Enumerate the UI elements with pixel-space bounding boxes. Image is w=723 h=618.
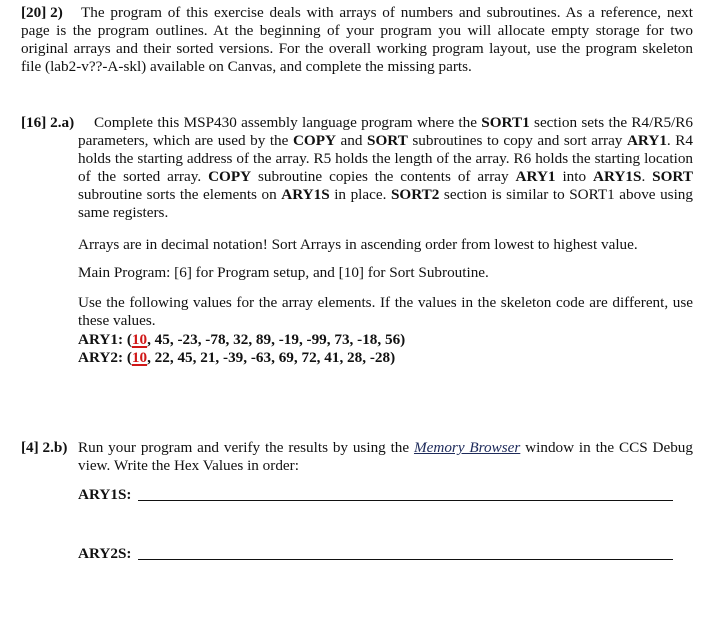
ary2-first-value: 10 xyxy=(131,349,148,366)
question-2b-points: [4] 2.b) xyxy=(21,439,68,456)
ary1-label: ARY1: ( xyxy=(78,331,132,348)
question-2-points: [20] 2) xyxy=(21,4,63,21)
question-2a-points: [16] 2.a) xyxy=(21,114,75,131)
p1-t8: . xyxy=(641,168,653,185)
question-2b-text xyxy=(78,439,693,475)
p1-t5: . R4 holds the starting address of the array. R5 holds the length of the array. R6 holds the starting location of the sorted array. xyxy=(78,132,693,185)
p1-t2: section sets the R4/R5/R6 parameters, which are used by the xyxy=(78,114,693,149)
p1-t6: subroutine copies the contents of array xyxy=(251,168,516,185)
main-program-note: Main Program: [6] for Program setup, and [10] for Sort Subroutine. xyxy=(78,264,489,281)
p1-ary1s-2: ARY1S xyxy=(281,186,330,203)
p1-t9: subroutine sorts the elements on xyxy=(78,186,282,203)
p1-ary1-2: ARY1 xyxy=(515,168,556,185)
p1-t4: subroutines to copy and sort array xyxy=(407,132,627,149)
p1-sort-2: SORT xyxy=(652,168,693,185)
p1-sort: SORT xyxy=(367,132,408,149)
values-instruction: Use the following values for the array elements. If the values in the skeleton code are different, use these values. xyxy=(78,294,693,329)
p1-t10: in place. xyxy=(329,186,391,203)
ary2s-answer-line[interactable] xyxy=(138,559,673,560)
ary1s-answer-line[interactable] xyxy=(138,500,673,501)
p1-sort1: SORT1 xyxy=(481,114,530,131)
ary2-rest: , 22, 45, 21, -39, -63, 69, 72, 41, 28, -28) xyxy=(147,349,396,366)
p1-copy: COPY xyxy=(292,132,336,149)
p1-ary1s: ARY1S xyxy=(593,168,642,185)
ary1s-answer-label: ARY1S: xyxy=(78,486,132,503)
ary1-values xyxy=(78,331,405,349)
p1-t1: Complete this MSP430 assembly language program where the xyxy=(94,114,482,131)
p1-t7: into xyxy=(555,168,594,185)
p1-copy-2: COPY xyxy=(208,168,252,185)
question-2-text: The program of this exercise deals with arrays of numbers and subroutines. As a reference, next page is the program outlines. At the beginning of your program you will allocate empty storage for two original arrays and their sorted versions. For the overall working program layout, use the program skeleton file (lab2-v??-A-skl) available on Canvas, and complete the missing parts. xyxy=(21,4,693,75)
p1-sort2: SORT2 xyxy=(390,186,440,203)
ary2s-answer-label: ARY2S: xyxy=(78,545,132,562)
ary1-first-value: 10 xyxy=(131,331,148,348)
p1-t11: section is similar to SORT1 above using same registers. xyxy=(78,186,693,221)
question-2a-paragraph xyxy=(78,114,693,222)
q2b-t2: window in the CCS Debug view. Write the Hex Values in order: xyxy=(78,439,693,474)
p1-ary1: ARY1 xyxy=(626,132,667,149)
ary1-rest: , 45, -23, -78, 32, 89, -19, -99, 73, -18, 56) xyxy=(147,331,406,348)
ary2-label: ARY2: ( xyxy=(78,349,132,366)
q2b-t1: Run your program and verify the results by using the xyxy=(78,439,414,456)
ary2-values xyxy=(78,349,395,367)
p1-t3: and xyxy=(335,132,368,149)
memory-browser-link[interactable]: Memory Browser xyxy=(413,439,521,456)
arrays-note: Arrays are in decimal notation! Sort Arrays in ascending order from lowest to highest value. xyxy=(78,236,638,253)
